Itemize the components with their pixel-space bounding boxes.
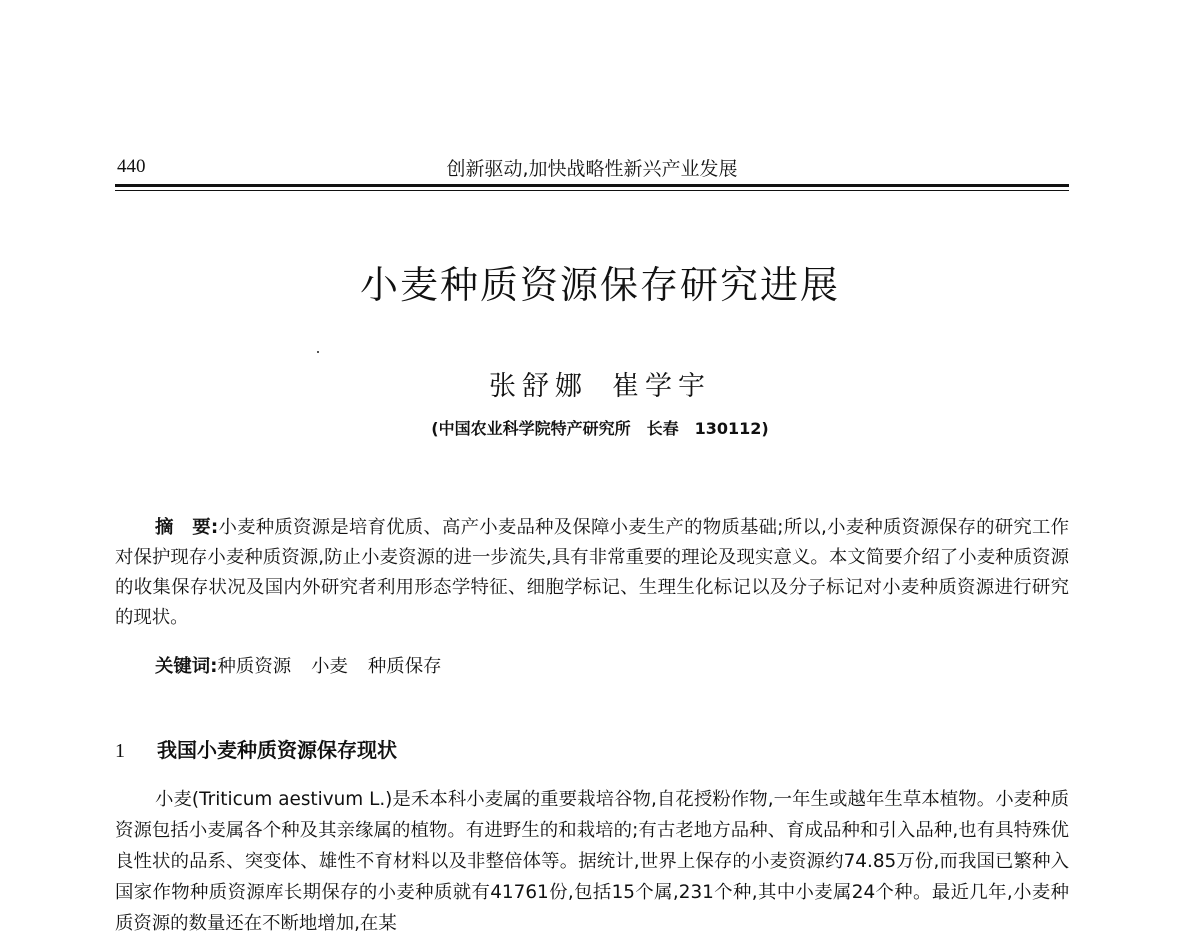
section-heading bbox=[115, 734, 397, 763]
affiliation bbox=[0, 416, 1200, 439]
keyword-item: 小麦 bbox=[311, 656, 348, 677]
page-number: 440 bbox=[117, 156, 146, 177]
paper-title: 小麦种质资源保存研究进展 bbox=[359, 263, 840, 307]
header-rule-thick bbox=[115, 184, 1069, 187]
keywords bbox=[155, 652, 461, 682]
scan-speck bbox=[317, 351, 319, 353]
keyword-item: 种质资源 bbox=[217, 656, 292, 677]
affiliation-city: 长春 bbox=[646, 419, 679, 438]
author-1: 张舒娜 bbox=[489, 371, 588, 402]
running-header bbox=[115, 154, 1069, 184]
abstract-text: 小麦种质资源是培育优质、高产小麦品种及保障小麦生产的物质基础;所以,小麦种质资源保存的研究工作对保护现存小麦种质资源,防止小麦资源的进一步流失,具有非常重要的理论及现实意义。本文简要介绍了小麦种质资源的收集保存状况及国内外研究者利用形态学特征、细胞学标记、生理生化标记以及分子标记对小麦种质资源进行研究的现状。 bbox=[115, 517, 1070, 628]
keywords-label: 关键词: bbox=[155, 656, 218, 677]
author-2: 崔学宇 bbox=[612, 371, 711, 402]
section-title: 我国小麦种质资源保存现状 bbox=[157, 738, 397, 762]
authors bbox=[0, 364, 1200, 403]
abstract bbox=[115, 513, 1069, 633]
section-number: 1 bbox=[115, 740, 125, 762]
keyword-item: 种质保存 bbox=[367, 656, 442, 677]
affiliation-postcode: 130112) bbox=[694, 419, 769, 438]
section-paragraph: 小麦(Triticum aestivum L.)是禾本科小麦属的重要栽培谷物,自花授粉作物,一年生或越年生草本植物。小麦种质资源包括小麦属各个种及其亲缘属的植物。有进野生的和栽培的;有古老地方品种、育成品种和引入品种,也有具特殊优良性状的品系、突变体、雄性不育材料以及非整倍体等。据统计,世界上保存的小麦资源约74.85万份,而我国已繁种入国家作物种质资源库长期保存的小麦种质就有41761份,包括15个属,231个种,其中小麦属24个种。最近几年,小麦种质资源的数量还在不断地增加,在某 bbox=[115, 789, 1069, 934]
affiliation-institute: (中国农业科学院特产研究所 bbox=[431, 419, 631, 438]
header-rule-thin bbox=[115, 190, 1069, 191]
abstract-label: 摘 要: bbox=[155, 517, 219, 538]
journal-title: 创新驱动,加快战略性新兴产业发展 bbox=[446, 158, 738, 180]
